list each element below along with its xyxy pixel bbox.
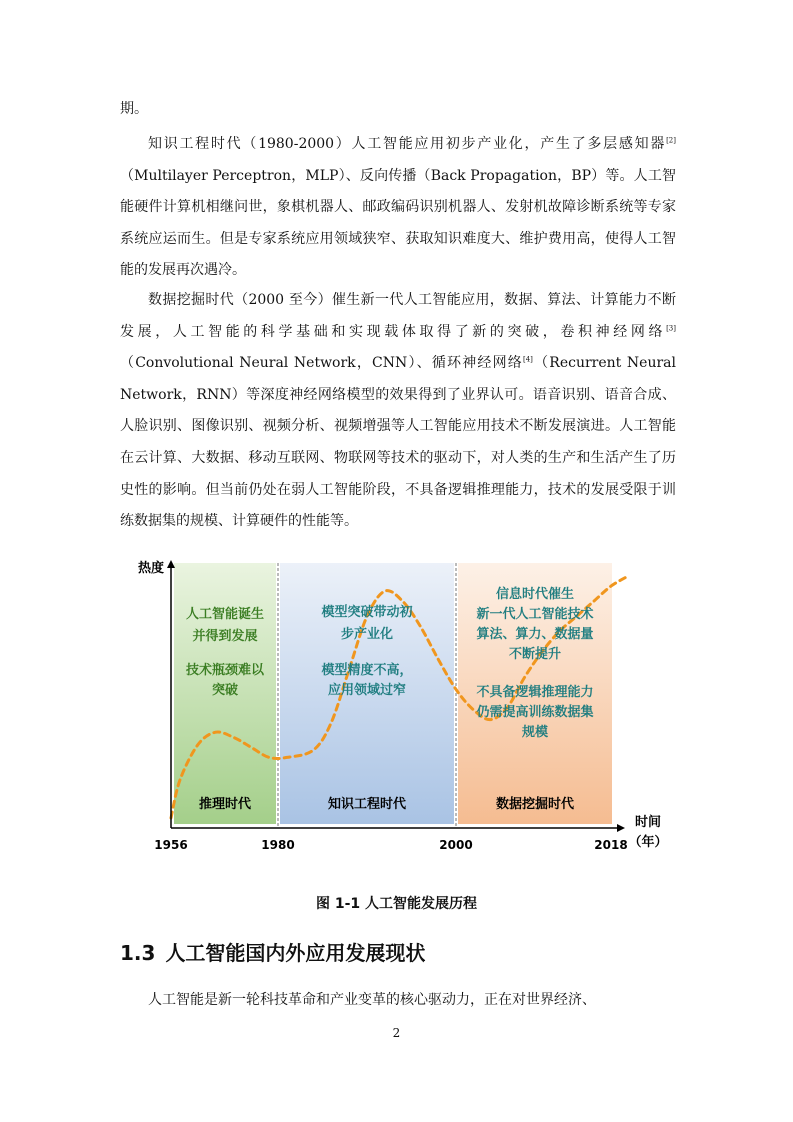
ai-history-chart xyxy=(125,552,685,862)
era-name: 推理时代 xyxy=(198,797,252,812)
paragraph-text: （Multilayer Perceptron，MLP）、反向传播（Back Propagation，BP）等。人工智能硬件计算机相继问世，象棋机器人、邮政编码识别机器人、发射机故障诊断系统等专家系统应运而生。但是专家系统应用领域狭窄、获取知识难度大、维护费用高，使得人工智能的发展再次遇冷。 xyxy=(120,167,676,279)
era-note: 突破 xyxy=(211,683,239,698)
era-note: 规模 xyxy=(521,725,549,740)
era-note: 人工智能诞生 xyxy=(185,607,265,622)
era-note: 算法、算力、数据量 xyxy=(476,627,594,642)
citation-ref: [4] xyxy=(522,355,533,364)
paragraph-section-intro: 人工智能是新一轮科技革命和产业变革的核心驱动力，正在对世界经济、 xyxy=(148,992,596,1008)
page-number: 2 xyxy=(392,1026,401,1040)
figure-caption: 图 1-1 人工智能发展历程 xyxy=(315,896,478,912)
era-name: 知识工程时代 xyxy=(327,797,407,812)
section-title: 人工智能国内外应用发展现状 xyxy=(165,941,426,965)
era-note: 模型突破带动初 xyxy=(321,605,413,620)
era-note: 模型精度不高， xyxy=(321,663,413,678)
citation-ref: [3] xyxy=(666,323,676,332)
x-tick-label: 1980 xyxy=(261,838,295,852)
era-name: 数据挖掘时代 xyxy=(495,797,575,812)
paragraph-knowledge-era xyxy=(120,129,676,287)
era-note: 不断提升 xyxy=(508,647,562,662)
x-axis-label: 时间 xyxy=(634,815,662,830)
paragraph-text: （Recurrent Neural Network，RNN）等深度神经网络模型的效果得到了业界认可。语音识别、语音合成、人脸识别、图像识别、视频分析、视频增强等人工智能应用技术不断发展演进。人工智能在云计算、大数据、移动互联网、物联网等技术的驱动下，对人类的生产和生活产生了历史性的影响。但当前仍处在弱人工智能阶段，不具备逻辑推理能力，技术的发展受限于训练数据集的规模、计算硬件的性能等。 xyxy=(120,355,676,530)
era-note: 并得到发展 xyxy=(192,629,258,644)
era-note: 步产业化 xyxy=(340,627,394,642)
era-note: 技术瓶颈难以 xyxy=(185,663,265,678)
paragraph-text: （Convolutional Neural Network，CNN）、循环神经网络 xyxy=(120,355,523,372)
y-axis-label: 热度 xyxy=(137,561,165,576)
x-tick-label: 1956 xyxy=(154,838,188,852)
section-heading xyxy=(120,937,435,966)
ai-history-figure xyxy=(125,552,685,862)
paragraph-text: 数据挖掘时代（2000 至今）催生新一代人工智能应用，数据、算法、计算能力不断发展，人工智能的科学基础和实现载体取得了新的突破，卷积神经网络 xyxy=(120,292,676,340)
paragraph-continuation: 期。 xyxy=(120,101,148,117)
era-note: 信息时代催生 xyxy=(495,587,575,602)
paragraph-data-mining-era xyxy=(120,285,676,538)
era-note: 新一代人工智能技术 xyxy=(476,607,594,622)
era-note: 不具备逻辑推理能力 xyxy=(476,685,594,700)
paragraph-text: 知识工程时代（1980-2000）人工智能应用初步产业化，产生了多层感知器 xyxy=(148,136,667,152)
x-tick-label: 2018 xyxy=(594,838,628,852)
era-note: 应用领域过窄 xyxy=(327,683,407,698)
citation-ref: [2] xyxy=(666,136,676,145)
section-number: 1.3 xyxy=(120,941,156,965)
era-note: 仍需提高训练数据集 xyxy=(476,705,594,720)
x-tick-label: 2000 xyxy=(439,838,473,852)
x-axis-unit: （年） xyxy=(628,835,668,850)
